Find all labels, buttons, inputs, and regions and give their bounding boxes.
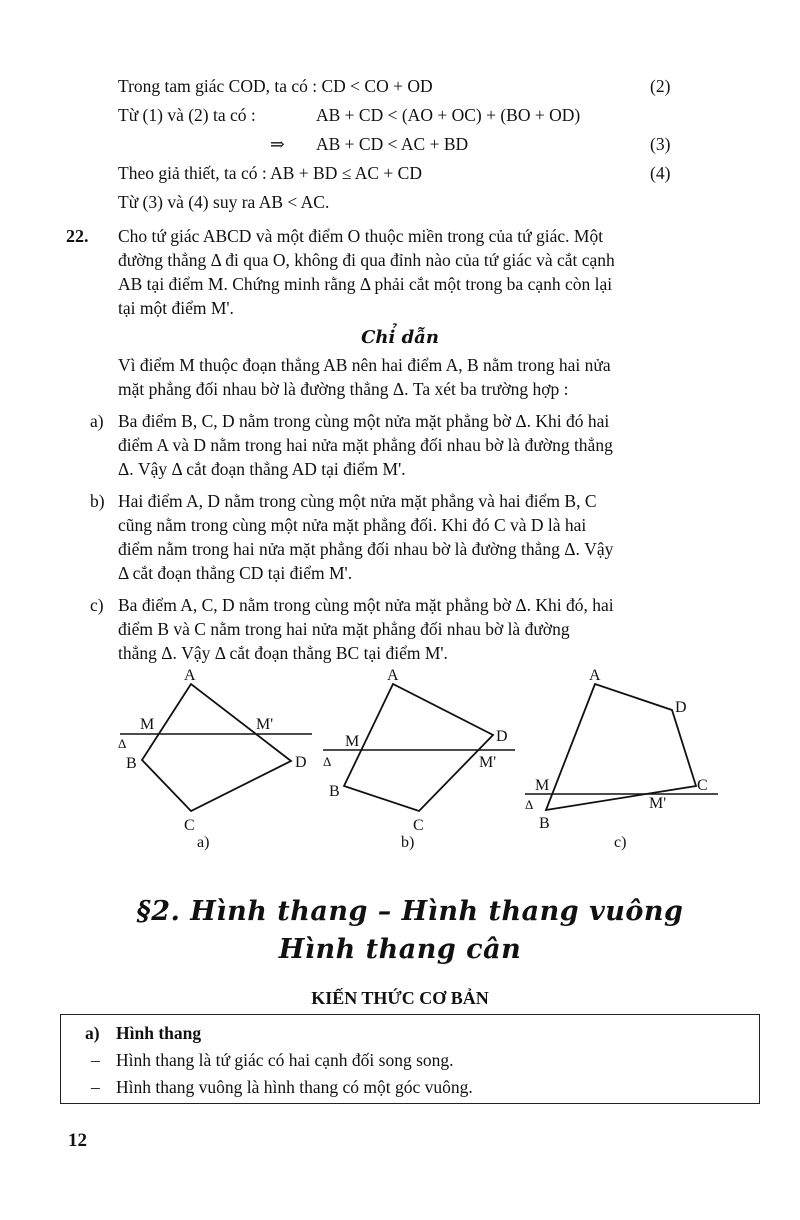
label-A: A — [589, 667, 601, 684]
label-M-prime: M' — [479, 754, 497, 771]
box-item-2: Hình thang vuông là hình thang có một góc vuông. — [116, 1077, 473, 1097]
label-delta: Δ — [118, 736, 127, 751]
label-B: B — [539, 815, 550, 832]
figure-a — [110, 660, 320, 860]
problem-line-2: đường thẳng Δ đi qua O, không đi qua đỉnh nào của tứ giác và cắt cạnh — [118, 250, 615, 270]
caption-b: b) — [401, 834, 415, 851]
box-item-1: Hình thang là tứ giác có hai cạnh đối song song. — [116, 1050, 454, 1070]
problem-number: 22. — [66, 226, 89, 246]
label-delta: Δ — [525, 797, 534, 812]
hint-title: Chỉ dẫn — [361, 327, 439, 348]
problem-line-1: Cho tứ giác ABCD và một điểm O thuộc miền trong của tứ giác. Một — [118, 226, 604, 246]
caption-a: a) — [197, 834, 210, 851]
proof-line-2-prefix: Từ (1) và (2) ta có : — [118, 105, 256, 125]
label-M: M — [345, 733, 360, 750]
case-c-label: c) — [90, 595, 104, 615]
case-b-line-2: cũng nằm trong cùng một nửa mặt phẳng đối. Khi đó C và D là hai — [118, 515, 587, 535]
implies-symbol: ⇒ — [270, 134, 285, 154]
case-b-line-3: điểm nằm trong hai nửa mặt phẳng đối nhau bờ là đường thẳng Δ. Vậy — [118, 539, 614, 559]
label-delta: Δ — [323, 754, 332, 769]
hint-intro-line-2: mặt phẳng đối nhau bờ là đường thẳng Δ. Ta xét ba trường hợp : — [118, 379, 569, 399]
case-b-label: b) — [90, 491, 105, 511]
label-C: C — [184, 817, 195, 834]
label-B: B — [329, 783, 340, 800]
problem-line-4: tại một điểm M'. — [118, 298, 234, 318]
box-heading-label: a) — [85, 1023, 100, 1043]
proof-line-2: AB + CD < (AO + OC) + (BO + OD) — [316, 105, 581, 125]
bullet-dash-2: – — [91, 1077, 100, 1097]
proof-line-5: Từ (3) và (4) suy ra AB < AC. — [118, 192, 330, 212]
section-title-line-2: Hình thang cân — [278, 934, 522, 965]
problem-line-3: AB tại điểm M. Chứng minh rằng Δ phải cắt một trong ba cạnh còn lại — [118, 274, 613, 294]
hint-intro-line-1: Vì điểm M thuộc đoạn thẳng AB nên hai điểm A, B nằm trong hai nửa — [118, 355, 611, 375]
label-M-prime: M' — [256, 716, 274, 733]
section-title-line-1: §2. Hình thang – Hình thang vuông — [136, 896, 684, 927]
label-B: B — [126, 755, 137, 772]
case-a-line-3: Δ. Vậy Δ cắt đoạn thẳng AD tại điểm M'. — [118, 459, 406, 479]
figure-b — [315, 660, 525, 860]
equation-number-4: (4) — [650, 163, 671, 183]
proof-line-4: Theo giả thiết, ta có : AB + BD ≤ AC + CD — [118, 163, 422, 183]
label-C: C — [697, 777, 708, 794]
label-M: M — [535, 777, 550, 794]
section-subtitle: KIẾN THỨC CƠ BẢN — [311, 988, 489, 1008]
label-M: M — [140, 716, 155, 733]
label-A: A — [387, 667, 399, 684]
case-b-line-4: Δ cắt đoạn thẳng CD tại điểm M'. — [118, 563, 353, 583]
equation-number-2: (2) — [650, 76, 671, 96]
quadrilateral-diagram-c — [515, 660, 725, 860]
label-D: D — [675, 699, 687, 716]
label-M-prime: M' — [649, 795, 667, 812]
bullet-dash-1: – — [91, 1050, 100, 1070]
label-A: A — [184, 667, 196, 684]
case-a-line-2: điểm A và D nằm trong hai nửa mặt phẳng đối nhau bờ là đường thẳng — [118, 435, 613, 455]
case-c-line-3: thẳng Δ. Vậy Δ cắt đoạn thẳng BC tại điểm M'. — [118, 643, 448, 663]
page-number: 12 — [68, 1130, 87, 1151]
quadrilateral-diagram-b — [315, 660, 525, 860]
equation-number-3: (3) — [650, 134, 671, 154]
label-D: D — [295, 754, 307, 771]
label-D: D — [496, 728, 508, 745]
label-C: C — [413, 817, 424, 834]
quadrilateral-diagram-a — [110, 660, 320, 860]
knowledge-box — [60, 1014, 760, 1104]
figure-c — [515, 660, 725, 860]
case-a-line-1: Ba điểm B, C, D nằm trong cùng một nửa mặt phẳng bờ Δ. Khi đó hai — [118, 411, 610, 431]
case-c-line-1: Ba điểm A, C, D nằm trong cùng một nửa mặt phẳng bờ Δ. Khi đó, hai — [118, 595, 614, 615]
box-heading: Hình thang — [116, 1023, 202, 1043]
case-c-line-2: điểm B và C nằm trong hai nửa mặt phẳng đối nhau bờ là đường — [118, 619, 570, 639]
case-b-line-1: Hai điểm A, D nằm trong cùng một nửa mặt phẳng và hai điểm B, C — [118, 491, 597, 511]
proof-line-1: Trong tam giác COD, ta có : CD < CO + OD — [118, 76, 433, 96]
proof-line-3: AB + CD < AC + BD — [316, 134, 469, 154]
caption-c: c) — [614, 834, 627, 851]
case-a-label: a) — [90, 411, 104, 431]
